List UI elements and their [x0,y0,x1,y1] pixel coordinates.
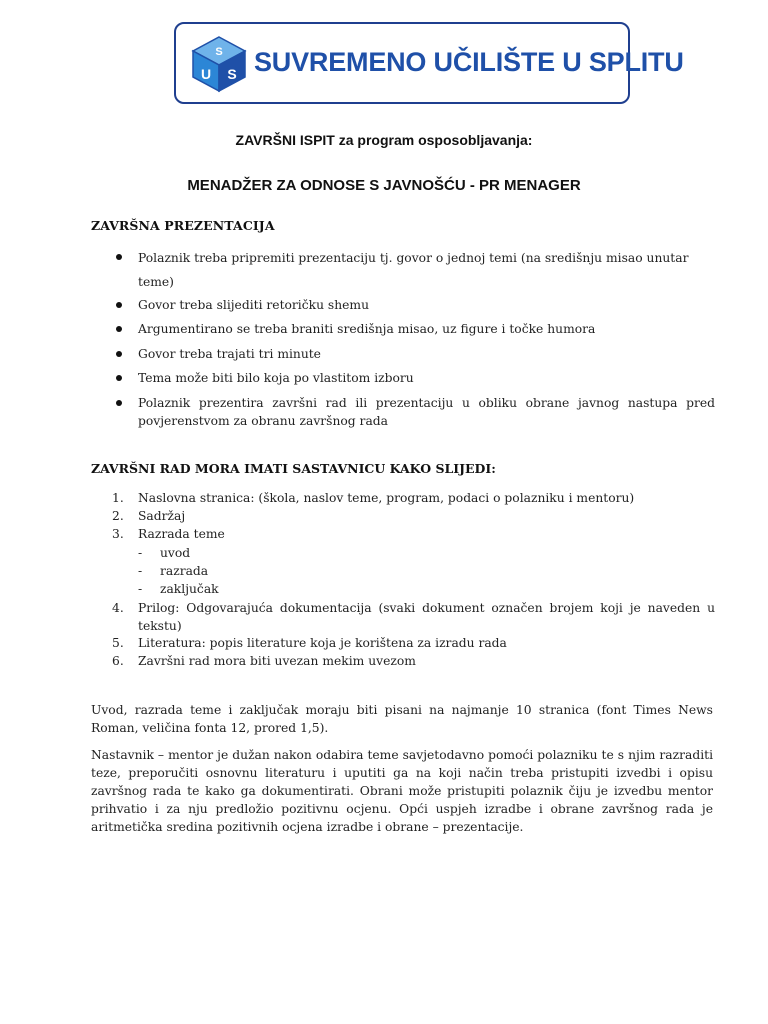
bullet-icon [116,375,122,381]
logo-text: SUVREMENO UČILIŠTE U SPLITU [254,47,684,77]
list-subitem: uvod [160,546,191,560]
list-number: 6. [112,654,124,668]
list-dash: - [138,564,143,578]
logo-letter-right: S [227,66,237,82]
list-item: Prilog: Odgovarajuća dokumentacija (svaki dokument označen brojem koji je naveden u tekstu) [138,601,715,633]
logo-letter-left: U [200,66,212,82]
list-number: 2. [112,509,124,523]
bullet-icon [116,302,122,308]
program-title: MENADŽER ZA ODNOSE S JAVNOŠĆU - PR MENAGER [187,177,581,194]
section-heading-presentation: ZAVRŠNA PREZENTACIJA [91,218,275,233]
list-subitem: zaključak [160,582,219,596]
list-item: Naslovna stranica: (škola, naslov teme, program, podaci o polazniku i mentoru) [138,491,635,505]
list-subitem: razrada [160,564,209,578]
list-item: Literatura: popis literature koja je korištena za izradu rada [138,636,507,650]
list-item: Polaznik prezentira završni rad ili prezentaciju u obliku obrane javnog nastupa pred povjerenstvom za obranu završnog rada [138,396,715,428]
section-heading-requirements: ZAVRŠNI RAD MORA IMATI SASTAVNICU KAKO SLIJEDI: [91,461,496,476]
paragraph-mentor: Nastavnik – mentor je dužan nakon odabira teme savjetodavno pomoći polazniku te s njim razraditi teze, preporučiti osnovnu literaturu i uputiti ga na koji način treba pristupiti izvedbi i opisu završnog rada te kako ga dokumentirati. Obrani može pristupiti polaznik čiju je izvedbu mentor prihvatio i za nju predložio pozitivnu ocjenu. Opći uspjeh izradbe i obrane završnog rada je aritmetička sredina pozitivnih ocjena izradbe i obrane – prezentacije. [91,748,713,834]
list-dash: - [138,582,143,596]
list-number: 5. [112,636,124,650]
list-item: Sadržaj [138,509,186,523]
list-item: Polaznik treba pripremiti prezentaciju tj. govor o jednoj temi (na središnju misao unutar teme) [138,251,689,289]
logo-mark-icon [190,35,248,93]
list-number: 3. [112,527,124,541]
list-item: Govor treba slijediti retoričku shemu [138,298,369,312]
list-item: Argumentirano se treba braniti središnja misao, uz figure i točke humora [138,322,596,336]
list-item: Govor treba trajati tri minute [138,347,321,361]
bullet-icon [116,254,122,260]
list-item: Završni rad mora biti uvezan mekim uvezom [138,654,416,668]
list-item: Razrada teme [138,527,225,541]
bullet-icon [116,326,122,332]
list-number: 1. [112,491,124,505]
logo-letter-top: S [215,46,223,58]
paragraph-format: Uvod, razrada teme i zaključak moraju biti pisani na najmanje 10 stranica (font Times News Roman, veličina fonta 12, prored 1,5). [91,703,713,735]
list-item: Tema može biti bilo koja po vlastitom izboru [138,371,414,385]
list-dash: - [138,546,143,560]
bullet-icon [116,400,122,406]
exam-title: ZAVRŠNI ISPIT za program osposobljavanja: [235,132,533,148]
bullet-icon [116,351,122,357]
list-number: 4. [112,601,124,615]
school-logo [174,22,684,104]
